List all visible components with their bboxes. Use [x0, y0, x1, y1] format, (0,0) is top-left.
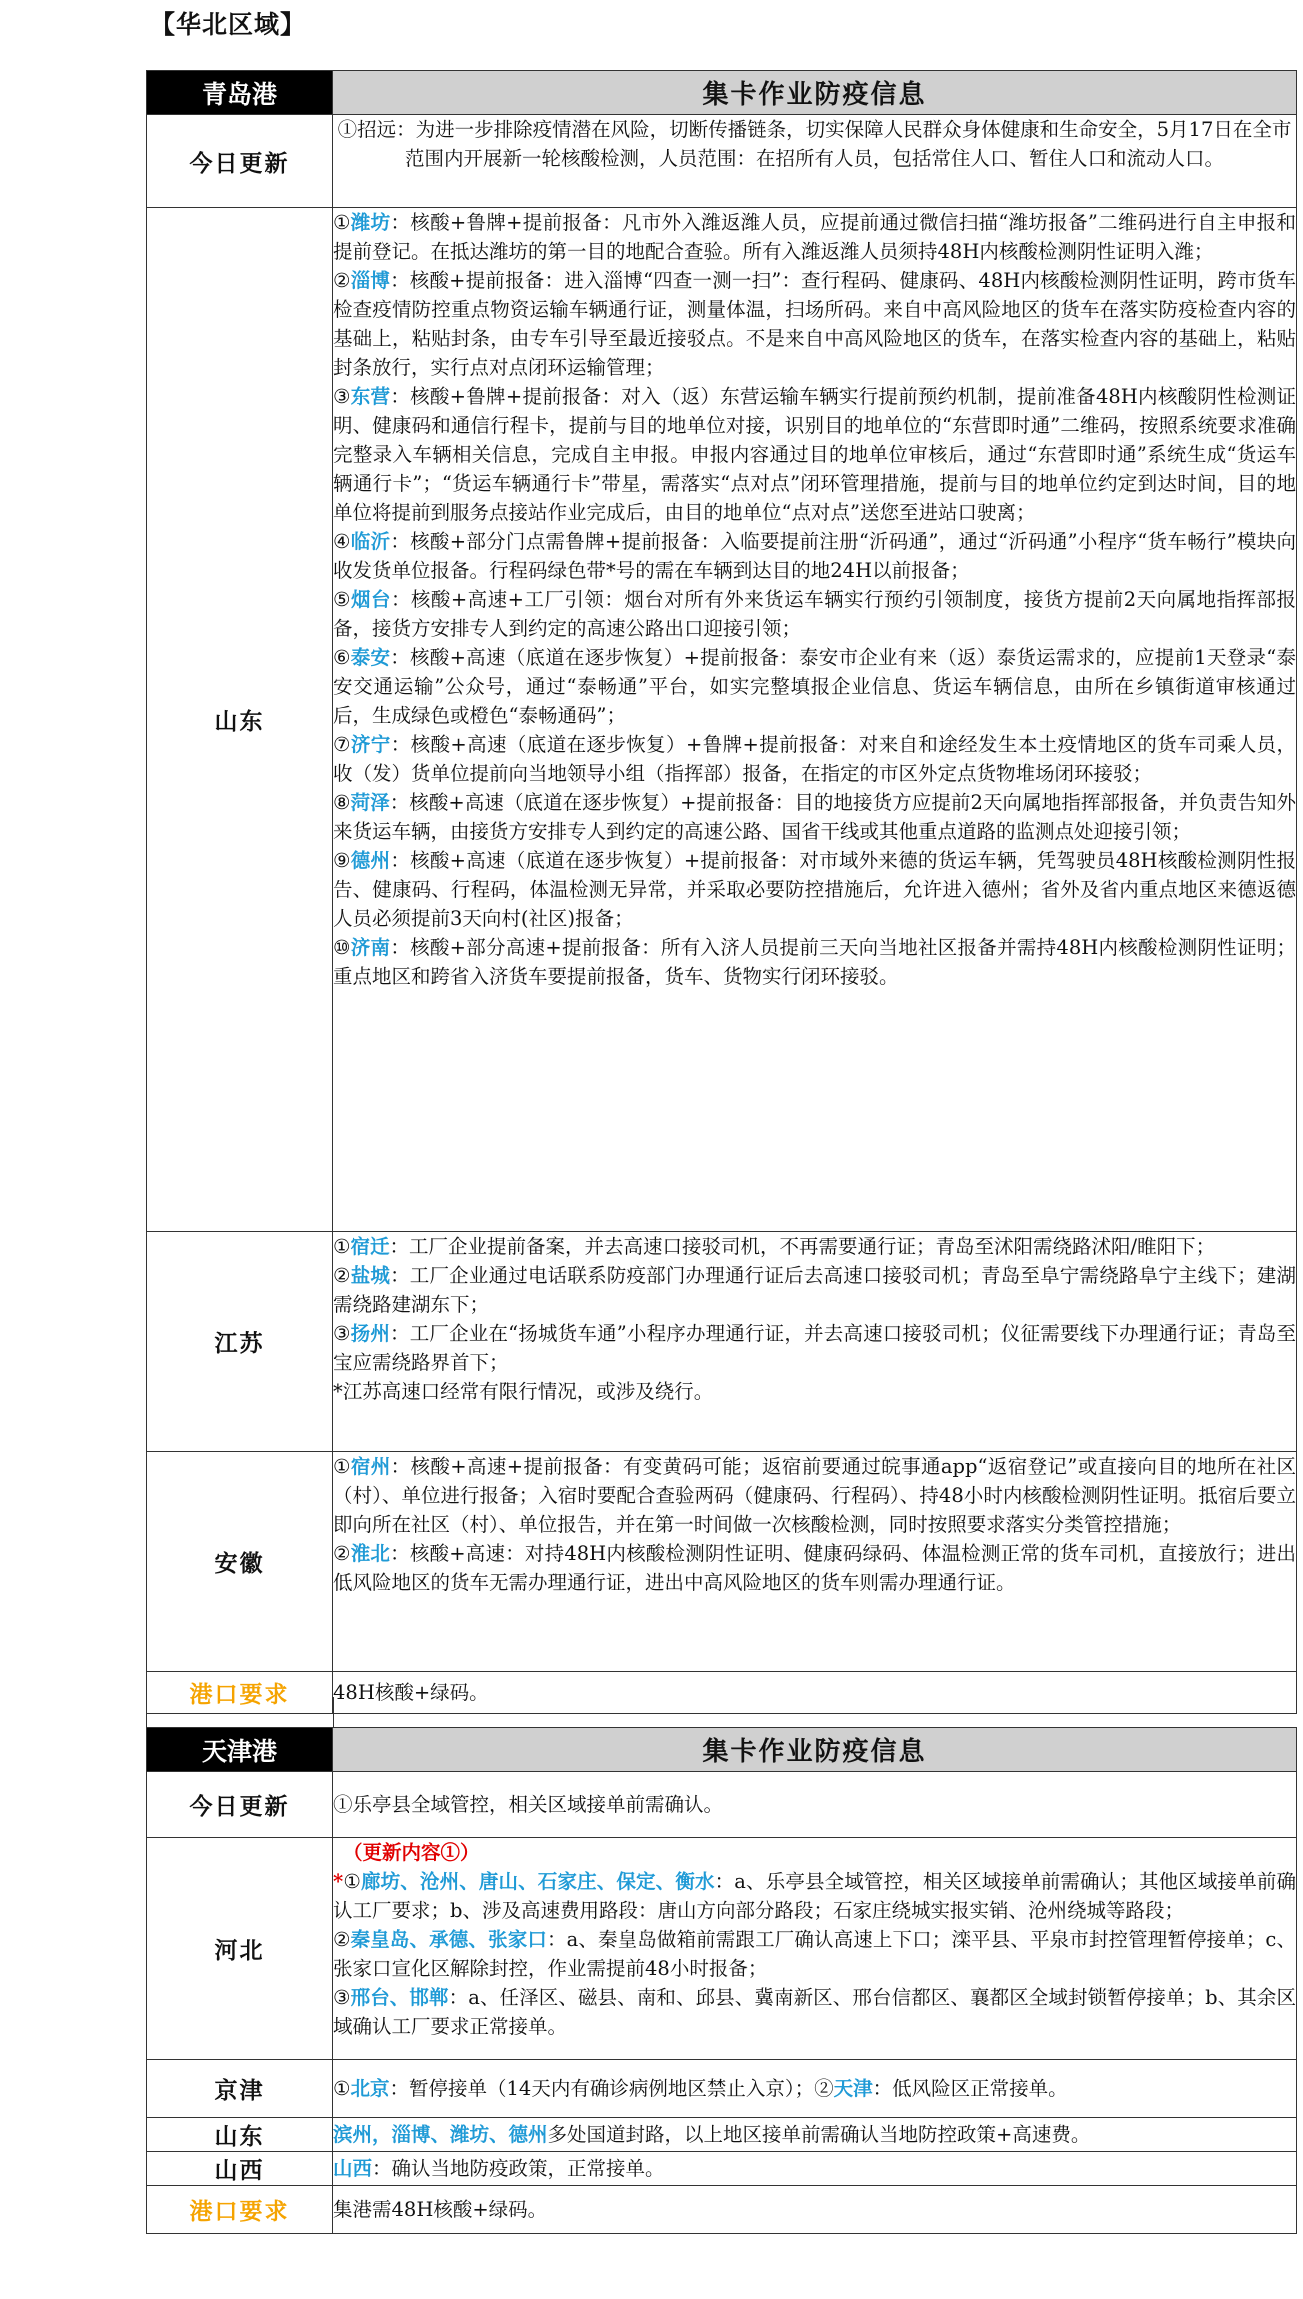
table-header: 集卡作业防疫信息 — [333, 1728, 1297, 1772]
today-text: ①招远：为进一步排除疫情潜在风险，切断传播链条，切实保障人民群众身体健康和生命安全，5月17日在全市范围内开展新一轮核酸检测，人员范围：在招所有人员，包括常住人口、暂住人口和流动人口。 — [333, 115, 1297, 208]
qingdao-anhui-row — [147, 1452, 1297, 1672]
list-item: ①宿州：核酸+高速+提前报备：有变黄码可能；返宿前要通过皖事通app“返宿登记”或直接向目的地所在社区（村）、单位进行报备；入宿时要配合查验两码（健康码、行程码）、持48小时内核酸检测阴性证明。抵宿后要立即向所在社区（村）、单位报告，并在第一时间做一次核酸检测，同时按照要求落实分类管控措施； — [333, 1455, 1296, 1536]
hebei-content — [333, 1838, 1297, 2060]
province-label-shanxi: 山西 — [147, 2152, 333, 2186]
city-name: 扬州 — [350, 1322, 391, 1345]
region-title: 【华北区域】 — [150, 10, 307, 39]
city-name: 济南 — [350, 936, 391, 959]
list-item: ④临沂：核酸+部分门点需鲁牌+提前报备：入临要提前注册“沂码通”，通过“沂码通”小程序“货车畅行”模块向收发货单位报备。行程码绿色带*号的需在车辆到达目的地24H以前报备； — [333, 530, 1296, 582]
port-requirement-label: 港口要求 — [147, 1672, 333, 1714]
list-item: *①廊坊、沧州、唐山、石家庄、保定、衡水：a、乐亭县全域管控，相关区域接单前需确认；其他区域接单前确认工厂要求；b、涉及高速费用路段：唐山方向部分路段；石家庄绕城实报实销、沧州绕城等路段； — [333, 1870, 1296, 1922]
qingdao-header-row — [147, 71, 1297, 115]
tianjin-jingjin-row — [147, 2060, 1297, 2118]
tianjin-shandong-row — [147, 2118, 1297, 2152]
list-item: ②淄博：核酸+提前报备：进入淄博“四查一测一扫”：查行程码、健康码、48H内核酸检测阴性证明，跨市货车检查疫情防控重点物资运输车辆通行证，测量体温，扫场所码。来自中高风险地区的货车在落实防疫检查内容的基础上，粘贴封条，由专车引导至最近接驳点。不是来自中高风险地区的货车，在落实检查内容的基础上，粘贴封条放行，实行点对点闭环运输管理； — [333, 269, 1296, 379]
tianjin-hebei-row — [147, 1838, 1297, 2060]
city-name: 菏泽 — [350, 791, 390, 814]
today-text: ①乐亭县全域管控，相关区域接单前需确认。 — [333, 1772, 1297, 1838]
port-requirement-label: 港口要求 — [147, 2186, 333, 2234]
list-item: ⑥泰安：核酸+高速（底道在逐步恢复）+提前报备：泰安市企业有来（返）泰货运需求的，应提前1天登录“泰安交通运输”公众号，通过“泰畅通”平台，如实完整填报企业信息、货运车辆信息，由所在乡镇街道审核通过后，生成绿色或橙色“泰畅通码”； — [333, 646, 1296, 727]
list-item: ②淮北：核酸+高速：对持48H内核酸检测阴性证明、健康码绿码、体温检测正常的货车司机，直接放行；进出低风险地区的货车无需办理通行证，进出中高风险地区的货车则需办理通行证。 — [333, 1542, 1296, 1594]
city-name: 廊坊、沧州、唐山、石家庄、保定、衡水 — [360, 1870, 715, 1893]
city-name: 潍坊 — [350, 211, 391, 234]
list-item: ①宿迁：工厂企业提前备案，并去高速口接驳司机，不再需要通行证；青岛至沭阳需绕路沭阳/睢阳下； — [333, 1235, 1216, 1258]
city-name: 淮北 — [350, 1542, 391, 1565]
list-item: ⑩济南：核酸+部分高速+提前报备：所有入济人员提前三天向当地社区报备并需持48H内核酸检测阴性证明；重点地区和跨省入济货车要提前报备，货车、货物实行闭环接驳。 — [333, 936, 1296, 988]
qingdao-jiangsu-row — [147, 1232, 1297, 1452]
tianjin-header-row — [147, 1728, 1297, 1772]
city-name: 德州 — [350, 849, 391, 872]
tianjin-today-row — [147, 1772, 1297, 1838]
city-name: 盐城 — [350, 1264, 391, 1287]
city-name: 邢台、邯郸 — [350, 1986, 449, 2009]
port-requirement-text: 集港需48H核酸+绿码。 — [333, 2186, 1297, 2234]
list-item: ③扬州：工厂企业在“扬城货车通”小程序办理通行证，并去高速口接驳司机；仪征需要线下办理通行证；青岛至宝应需绕路界首下； — [333, 1322, 1296, 1374]
city-name: 秦皇岛、承德、张家口 — [350, 1928, 547, 1951]
star-mark: * — [333, 1870, 344, 1893]
list-item: ①潍坊：核酸+鲁牌+提前报备：凡市外入潍返潍人员，应提前通过微信扫描“潍坊报备”二维码进行自主申报和提前登记。在抵达潍坊的第一目的地配合查验。所有入潍返潍人员须持48H内核酸检测阴性证明入潍； — [333, 211, 1296, 263]
province-label-anhui: 安徽 — [147, 1452, 333, 1672]
today-label: 今日更新 — [147, 115, 333, 208]
shandong-content — [333, 208, 1297, 1232]
port-name: 天津港 — [147, 1728, 333, 1772]
jiangsu-note: *江苏高速口经常有限行情况，或涉及绕行。 — [333, 1380, 714, 1403]
list-item: ⑤烟台：核酸+高速+工厂引领：烟台对所有外来货运车辆实行预约引领制度，接货方提前2天向属地指挥部报备，接货方安排专人到约定的高速公路出口迎接引领； — [333, 588, 1296, 640]
table-header: 集卡作业防疫信息 — [333, 71, 1297, 115]
jiangsu-content — [333, 1232, 1297, 1452]
jingjin-content: ①北京：暂停接单（14天内有确诊病例地区禁止入京）；②天津：低风险区正常接单。 — [333, 2060, 1297, 2118]
shandong-content: 滨州，淄博、潍坊、德州多处国道封路，以上地区接单前需确认当地防控政策+高速费。 — [333, 2118, 1297, 2152]
city-name: 天津 — [833, 2077, 873, 2100]
qingdao-today-row — [147, 115, 1297, 208]
list-item: ⑦济宁：核酸+高速（底道在逐步恢复）+鲁牌+提前报备：对来自和途经发生本土疫情地区的货车司乘人员，收（发）货单位提前向当地领导小组（指挥部）报备，在指定的市区外定点货物堆场闭环接驳； — [333, 733, 1296, 785]
province-label-jingjin: 京津 — [147, 2060, 333, 2118]
city-name: 宿迁 — [350, 1235, 390, 1258]
anhui-content — [333, 1452, 1297, 1672]
list-item: ③东营：核酸+鲁牌+提前报备：对入（返）东营运输车辆实行提前预约机制，提前准备48H内核酸阴性检测证明、健康码和通信行程卡，提前与目的地单位对接，识别目的地单位的“东营即时通”二维码，按照系统要求准确完整录入车辆相关信息，完成自主申报。申报内容通过目的地单位审核后，通过“东营即时通”系统生成“货运车辆通行卡”；“货运车辆通行卡”带星，需落实“点对点”闭环管理措施，提前与目的地单位约定到达时间，目的地单位将提前到服务点接站作业完成后，由目的地单位“点对点”送您至进站口驶离； — [333, 385, 1296, 524]
province-label-jiangsu: 江苏 — [147, 1232, 333, 1452]
city-name: 北京 — [350, 2077, 390, 2100]
port-name: 青岛港 — [147, 71, 333, 115]
city-name: 东营 — [350, 385, 391, 408]
list-item: ②秦皇岛、承德、张家口：a、秦皇岛做箱前需跟工厂确认高速上下口；滦平县、平泉市封控管理暂停接单；c、张家口宣化区解除封控，作业需提前48小时报备； — [333, 1928, 1296, 1980]
city-name: 烟台 — [350, 588, 391, 611]
city-name: 滨州，淄博、潍坊、德州 — [333, 2123, 548, 2146]
list-item: ②盐城：工厂企业通过电话联系防疫部门办理通行证后去高速口接驳司机；青岛至阜宁需绕路阜宁主线下；建湖需绕路建湖东下； — [333, 1264, 1296, 1316]
tianjin-port-req-row — [147, 2186, 1297, 2234]
city-name: 济宁 — [350, 733, 391, 756]
province-label-shandong: 山东 — [147, 2118, 333, 2152]
list-item: ③邢台、邯郸：a、任泽区、磁县、南和、邱县、冀南新区、邢台信都区、襄都区全域封锁暂停接单；b、其余区域确认工厂要求正常接单。 — [333, 1986, 1296, 2038]
city-name: 临沂 — [350, 530, 391, 553]
today-label: 今日更新 — [147, 1772, 333, 1838]
province-label-shandong: 山东 — [147, 208, 333, 1232]
tianjin-table — [146, 1727, 1297, 2234]
tianjin-shanxi-row — [147, 2152, 1297, 2186]
shanxi-content: 山西：确认当地防疫政策，正常接单。 — [333, 2152, 1297, 2186]
qingdao-table — [146, 70, 1297, 1714]
province-label-hebei: 河北 — [147, 1838, 333, 2060]
table-spacer — [146, 1697, 334, 1727]
port-requirement-text: 48H核酸+绿码。 — [333, 1672, 1297, 1714]
city-name: 宿州 — [350, 1455, 391, 1478]
city-name: 泰安 — [350, 646, 391, 669]
list-item: ⑨德州：核酸+高速（底道在逐步恢复）+提前报备：对市域外来德的货运车辆，凭驾驶员48H核酸检测阴性报告、健康码、行程码，体温检测无异常，并采取必要防控措施后，允许进入德州；省外及省内重点地区来德返德人员必须提前3天向村(社区)报备； — [333, 849, 1296, 930]
update-tag: （更新内容①） — [343, 1841, 480, 1864]
list-item: ⑧菏泽：核酸+高速（底道在逐步恢复）+提前报备：目的地接货方应提前2天向属地指挥部报备，并负责告知外来货运车辆，由接货方安排专人到约定的高速公路、国省干线或其他重点道路的监测点处迎接引领； — [333, 791, 1296, 843]
qingdao-shandong-row — [147, 208, 1297, 1232]
city-name: 山西 — [333, 2157, 373, 2180]
city-name: 淄博 — [350, 269, 391, 292]
